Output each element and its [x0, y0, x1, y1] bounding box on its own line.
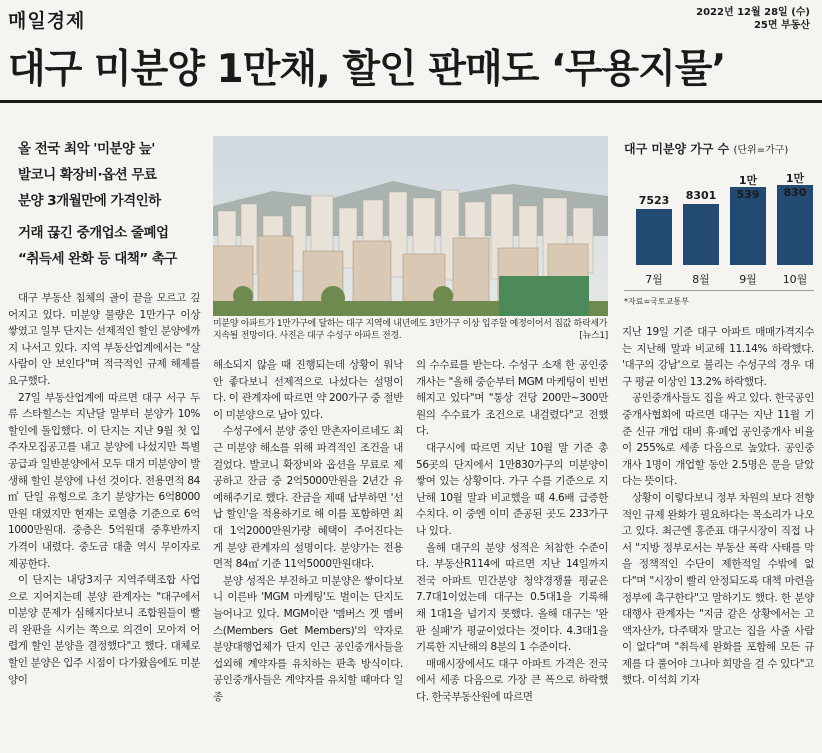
article-column-2 — [213, 357, 403, 705]
paragraph: 대구 부동산 침체의 골이 끝을 모르고 깊어지고 있다. 미분양 물량은 1만가구 이상 쌓였고 일부 단지는 선제적인 할인 분양에까지 나서고 있다. 지역 부동산업계에서는 "살 사람이 안 보인다"며 적극적인 규제 해제를 요구했다. — [8, 292, 200, 387]
article-column-3 — [416, 357, 608, 705]
paragraph: 올해 대구의 분양 성적은 처참한 수준이다. 부동산R114에 따르면 지난 14일까지 전국 아파트 민간분양 청약경쟁률 평균은 7.7대1이었는데 대구는 0.5대1을 기록해 채 1대1을 넘기지 못했다. 올해 대구는 '완판 실패'가 평균이었다는 것이다. 4.3대1을 기록한 지난해의 8분의 1 수준이다. — [416, 541, 608, 654]
paragraph: 27일 부동산업계에 따르면 대구 서구 두류 스타힐스는 지난달 말부터 분양가 10% 할인에 돌입했다. 이 단지는 지난 9월 첫 입주자모집공고를 내고 분양에 나섰지만 특별공급과 일반분양에서 모두 대거 미분양이 발생해 할인 분양에 나선 것이다. 전용면적 84㎡ 단일 유형으로 초기 분양가는 6억8000만원 대였지만 현재는 로열층 기준으로 6억 1000만원대. 중층은 5억원대 중후반까지 가격이 내렸다. 중도금 대출 역시 무이자로 제공한다. — [8, 391, 200, 570]
photo-credit: [뉴스1] — [579, 331, 608, 341]
headline: 대구 미분양 1만채, 할인 판매도 ‘무용지물’ — [8, 47, 726, 92]
chart-source: *자료=국토교통부 — [624, 297, 689, 306]
subhead-3: 분양 3개월만에 가격인하 — [18, 193, 161, 209]
chart-bar — [683, 204, 719, 265]
paragraph: 상황이 이렇다보니 정부 차원의 보다 전향적인 규제 완화가 필요하다는 목소리가 나오고 있다. 최근엔 홍준표 대구시장이 직접 나서 "지방 정부로서는 부동산 폭락 사태를 막을 정책적인 수단이 제한적일 수밖에 없다"며 "시장이 빨리 안정되도록 대책 마련을 정부에 촉구한다"고 말하기도 했다. 한 분양대행사 관계자는 "지금 같은 상황에서는 고액자산가, 다주택자 말고는 집을 사줄 사람이 없다"며 "취득세 완화를 포함해 모든 규제를 다 풀어야 그나마 희망을 걸 수 있다"고 했다. 이석희 기자 — [622, 491, 814, 687]
bar-chart — [624, 160, 814, 290]
article-column-4 — [622, 324, 814, 689]
chart-rule — [624, 290, 814, 291]
publication-name: 매일경제 — [8, 10, 86, 32]
paragraph: 지난 19일 기준 대구 아파트 매매가격지수는 지난해 말과 비교해 11.14% 하락했다. '대구의 강남'으로 불리는 수성구의 경우 대구 평균 이상인 13.2% 하락했다. — [622, 326, 814, 388]
paragraph: 이 단지는 내당3지구 지역주택조합 사업으로 지어지는데 분양 관계자는 "대구에서 미분양 문제가 심해지다보니 조합원들이 빨리 완판을 시키는 쪽으로 의견이 모아져 어렵게 할인 분양을 결정했다"고 했다. 대체로 할인 분양은 입주 시점이 다가왔음에도 미분양이 — [8, 574, 200, 686]
article-column-1 — [8, 290, 200, 688]
subhead-4: 거래 끊긴 중개업소 줄폐업 — [18, 225, 169, 241]
dateline — [696, 6, 810, 32]
paragraph: 해소되지 않을 때 진행되는데 상황이 워낙 안 좋다보니 선제적으로 나섰다는 설명이다. 이 관계자에 따르면 약 200가구 중 절반이 미분양으로 남아 있다. — [213, 359, 403, 421]
chart-value-label: 1만539 — [736, 174, 760, 202]
paragraph: 공인중개사들도 집을 싸고 있다. 한국공인중개사협회에 따르면 대구는 지난 11월 기준 신규 개업 대비 휴·폐업 공인중개사 비율이 255%로 세종 다음으로 높았다. 공인중개사 1명이 개업할 동안 2.5명은 문을 닫았다는 뜻이다. — [622, 392, 814, 488]
caption-text: 미분양 아파트가 1만가구에 달하는 대구 지역에 내년에도 3만가구 이상 입주할 예정이어서 집값 하락세가 지속될 전망이다. 사진은 대구 수성구 아파트 전경. — [213, 319, 608, 341]
chart-title — [624, 140, 788, 157]
chart-value-label: 1만830 — [783, 172, 807, 199]
city-apartments-photo — [213, 136, 608, 316]
chart-category-label: 7월 — [645, 273, 663, 286]
page-section: 25면 부동산 — [753, 20, 810, 31]
subhead-5: “취득세 완화 등 대책” 촉구 — [18, 251, 177, 267]
chart-value-label: 7523 — [638, 194, 670, 208]
chart-bar — [636, 209, 672, 265]
chart-category-label: 8월 — [692, 273, 710, 286]
issue-date: 2022년 12월 28일 (수) — [696, 7, 810, 18]
article-photo — [213, 136, 608, 316]
subhead-1: 올 전국 최악 '미분양 늪' — [18, 141, 155, 157]
header-rule — [0, 100, 822, 103]
subhead-2: 발코니 확장비·옵션 무료 — [18, 167, 157, 183]
paragraph: 의 수수료를 받는다. 수성구 소재 한 공인중개사는 "올해 중순부터 MGM 마케팅이 빈번해지고 있다"며 "통상 건당 200만~300만원의 수수료가 조건으로 내걸렸다"고 전했다. — [416, 359, 608, 438]
chart-category-label: 10월 — [782, 273, 808, 286]
photo-caption — [213, 318, 608, 342]
paragraph: 대구시에 따르면 지난 10월 말 기준 총 56곳의 단지에서 1만830가구의 미분양이 쌓여 있는 상황이다. 가구 수를 기준으로 지난해 10월 말과 비교했을 때 4.6배 급증한 수치다. 이 중엔 이미 준공된 곳도 233가구나 있다. — [416, 441, 608, 537]
chart-value-label: 8301 — [685, 188, 717, 202]
paragraph: 분양 성적은 부진하고 미분양은 쌓이다보니 이른바 'MGM 마케팅'도 벌이는 단지도 늘어나고 있다. MGM이란 '멤버스 겟 멤버스(Members Get Members)'의 약자로 분양대행업체가 단지 인근 공인중개사들을 섭외해 계약자를 유치하는 판촉 방식이다. 공인중개사들은 계약자를 유치할 때마다 일종 — [213, 574, 403, 703]
chart-category-label: 9월 — [739, 273, 757, 286]
chart-unit: (단위=가구) — [733, 145, 789, 156]
paragraph: 수성구에서 분양 중인 만촌자이르네도 최근 미분양 해소를 위해 파격적인 조건을 내걸었다. 발코니 확장비와 옵션을 무료로 제공하고 잔금 중 2억5000만원을 2년간 유예해주기로 했다. 잔금을 제때 납부하면 '선납 할인'을 적용하기로 해 이를 포함하면 최대 1억2000만원가량 혜택이 주어진다는 게 분양 관계자의 설명이다. 분양가는 전용면적 84㎡ 기준 11억5000만원대다. — [213, 425, 403, 571]
paragraph: 매매시장에서도 대구 아파트 가격은 전국에서 세종 다음으로 가장 큰 폭으로 하락했다. 한국부동산원에 따르면 — [416, 657, 608, 703]
chart-title-text: 대구 미분양 가구 수 — [624, 142, 730, 156]
